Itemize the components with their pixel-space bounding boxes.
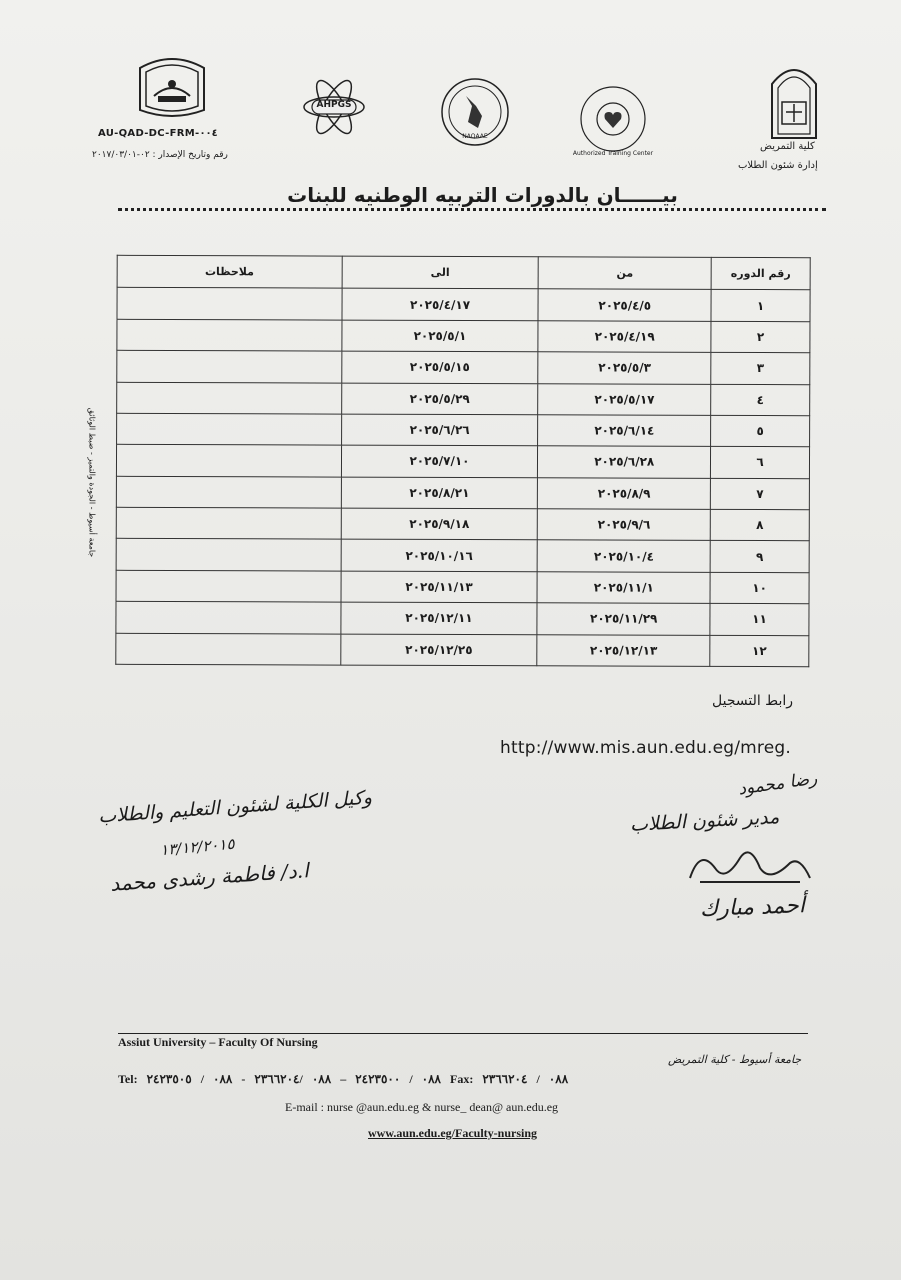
cell-notes bbox=[117, 350, 342, 382]
table-row bbox=[116, 445, 809, 479]
university-crest-logo bbox=[132, 50, 212, 122]
cell-number: ٩ bbox=[710, 541, 809, 573]
right-signature-signer: أحمد مبارك bbox=[699, 893, 806, 922]
cell-number: ٧ bbox=[710, 478, 809, 510]
signature-scribble-icon bbox=[670, 838, 820, 893]
cell-to: ٢٠٢٥/٤/١٧ bbox=[342, 288, 539, 320]
table-row bbox=[116, 476, 809, 510]
ahpgs-logo bbox=[298, 74, 370, 140]
cell-to: ٢٠٢٥/٥/١ bbox=[342, 320, 539, 352]
cell-to: ٢٠٢٥/١٢/١١ bbox=[341, 602, 538, 634]
cell-notes bbox=[116, 539, 341, 571]
footer-divider bbox=[118, 1033, 808, 1034]
svg-text:NAQAAE: NAQAAE bbox=[462, 133, 488, 140]
cell-notes bbox=[116, 601, 341, 633]
cell-to: ٢٠٢٥/١٠/١٦ bbox=[341, 539, 538, 571]
cell-notes bbox=[116, 570, 341, 602]
cell-number: ٢ bbox=[711, 321, 810, 353]
page-title: بيــــــان بالدورات التربيه الوطنيه للبنات bbox=[287, 183, 678, 207]
issue-number-date: رقم وتاريخ الإصدار : ٠٢-٢٠١٧/٠٣/٠١ bbox=[92, 150, 228, 160]
cell-number: ٨ bbox=[710, 509, 809, 541]
cell-to: ٢٠٢٥/٩/١٨ bbox=[341, 508, 538, 540]
document-code: AU-QAD-DC-FRM-٠٠٤ bbox=[98, 128, 218, 139]
crest-icon bbox=[132, 50, 212, 122]
cell-to: ٢٠٢٥/١٢/٢٥ bbox=[340, 634, 537, 666]
cell-notes bbox=[117, 288, 342, 320]
table-row bbox=[117, 288, 810, 322]
footer-arabic-name: جامعة أسيوط - كلية التمريض bbox=[668, 1053, 802, 1066]
cell-number: ٣ bbox=[711, 353, 810, 385]
training-center-logo bbox=[572, 84, 654, 157]
side-note-text: جامعة أسيوط - الجودة والتميز - ضبط الوثائق bbox=[87, 407, 97, 558]
quality-seal-logo bbox=[438, 76, 512, 148]
dotted-divider bbox=[118, 208, 826, 211]
cell-to: ٢٠٢٥/٥/٢٩ bbox=[341, 383, 538, 415]
table-row bbox=[116, 601, 809, 635]
table-row bbox=[117, 413, 810, 447]
cell-notes bbox=[116, 445, 341, 477]
faculty-emblem-logo bbox=[766, 56, 822, 140]
cell-number: ٥ bbox=[711, 415, 810, 447]
cell-number: ٦ bbox=[711, 447, 810, 479]
cell-number: ١ bbox=[711, 290, 810, 322]
table-row bbox=[116, 633, 809, 667]
table-header-row bbox=[117, 255, 810, 290]
left-signature-name: ا.د/ فاطمة رشدى محمد bbox=[109, 858, 310, 896]
seal-icon bbox=[438, 76, 512, 148]
cell-from: ٢٠٢٥/٥/١٧ bbox=[538, 383, 711, 415]
cell-number: ١١ bbox=[710, 604, 809, 636]
cell-number: ١٢ bbox=[710, 635, 809, 667]
table-row bbox=[117, 382, 810, 416]
header-number: رقم الدوره bbox=[711, 257, 810, 290]
right-signature-name: رضا محمود bbox=[736, 768, 819, 800]
cell-from: ٢٠٢٥/٩/٦ bbox=[538, 509, 711, 541]
registration-label: رابط التسجيل bbox=[712, 693, 794, 709]
cell-from: ٢٠٢٥/١٢/١٣ bbox=[537, 634, 710, 666]
cell-notes bbox=[116, 633, 341, 665]
table-row bbox=[116, 570, 809, 604]
cell-notes bbox=[117, 413, 342, 445]
course-schedule-table bbox=[115, 255, 810, 667]
table-row bbox=[116, 507, 809, 541]
cell-from: ٢٠٢٥/١١/١ bbox=[537, 572, 710, 604]
header-from: من bbox=[538, 257, 711, 290]
cell-to: ٢٠٢٥/٧/١٠ bbox=[341, 445, 538, 477]
department-name: إدارة شئون الطلاب bbox=[738, 160, 818, 171]
right-signature-title: مدير شئون الطلاب bbox=[629, 806, 780, 836]
cell-to: ٢٠٢٥/٦/٢٦ bbox=[341, 414, 538, 446]
cell-from: ٢٠٢٥/٦/١٤ bbox=[538, 415, 711, 447]
footer-university: Assiut University – Faculty Of Nursing bbox=[118, 1035, 318, 1049]
ahpgs-label: AHPGS bbox=[316, 100, 352, 110]
cell-number: ٤ bbox=[711, 384, 810, 416]
cell-notes bbox=[117, 382, 342, 414]
table-row bbox=[117, 319, 810, 353]
cell-to: ٢٠٢٥/٥/١٥ bbox=[341, 351, 538, 383]
table-row bbox=[117, 350, 810, 384]
cell-notes bbox=[116, 476, 341, 508]
cell-notes bbox=[117, 319, 342, 351]
cell-from: ٢٠٢٥/٤/٥ bbox=[538, 289, 711, 321]
training-center-label: Authorized Training Center bbox=[572, 150, 654, 157]
footer-website[interactable]: www.aun.edu.eg/Faculty-nursing bbox=[368, 1126, 538, 1140]
cell-from: ٢٠٢٥/١٠/٤ bbox=[537, 540, 710, 572]
left-signature-title: وكيل الكلية لشئون التعليم والطلاب bbox=[97, 786, 373, 828]
footer-email: E-mail : nurse @aun.edu.eg & nurse_ dean@ aun.edu.eg bbox=[285, 1100, 559, 1114]
cell-from: ٢٠٢٥/٥/٣ bbox=[538, 352, 711, 384]
cell-from: ٢٠٢٥/٦/٢٨ bbox=[538, 446, 711, 478]
cell-notes bbox=[116, 507, 341, 539]
footer-contacts: Tel: ٠٨٨ / ٢٤٢٣٥٠٠ – ٠٨٨ /٢٣٦٦٢٠٤ - ٠٨٨ / ٢٤٢٣٥٠٥ Fax: ٠٨٨ / ٢٣٦٦٢٠٤ bbox=[118, 1072, 569, 1086]
left-signature-date: ١٣/١٢/٢٠١٥ bbox=[159, 834, 236, 860]
registration-link[interactable]: http://www.mis.aun.edu.eg/mreg. bbox=[500, 738, 791, 758]
header-notes: ملاحظات bbox=[117, 255, 342, 288]
cell-to: ٢٠٢٥/٨/٢١ bbox=[341, 477, 538, 509]
faculty-name: كلية التمريض bbox=[760, 141, 815, 152]
cell-from: ٢٠٢٥/٤/١٩ bbox=[538, 321, 711, 353]
side-note bbox=[62, 380, 122, 590]
arch-emblem-icon bbox=[766, 56, 822, 140]
cell-to: ٢٠٢٥/١١/١٣ bbox=[341, 571, 538, 603]
cell-from: ٢٠٢٥/١١/٢٩ bbox=[537, 603, 710, 635]
table-row bbox=[116, 539, 809, 573]
cell-number: ١٠ bbox=[710, 572, 809, 604]
cell-from: ٢٠٢٥/٨/٩ bbox=[538, 477, 711, 509]
header-to: الى bbox=[342, 256, 539, 289]
heart-seal-icon bbox=[576, 84, 650, 154]
